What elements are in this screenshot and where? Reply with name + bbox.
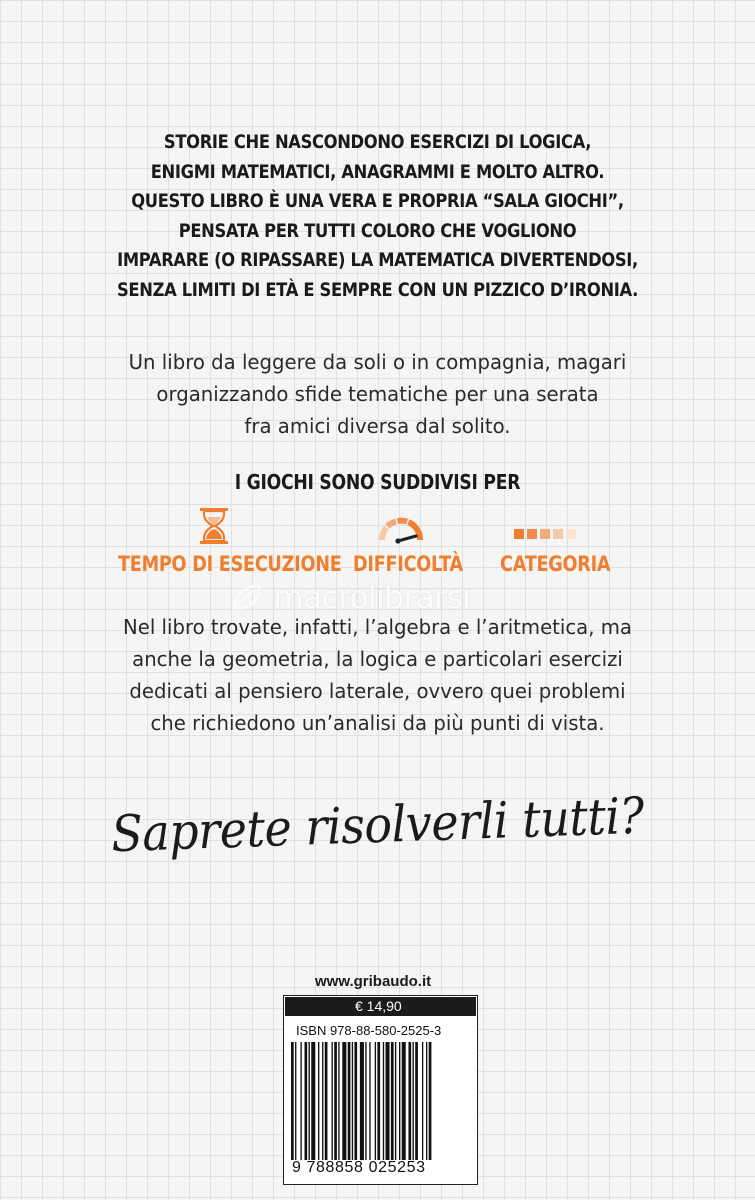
category-label-tempo: TEMPO DI ESECUZIONE (118, 552, 342, 576)
hourglass-icon (198, 508, 230, 544)
category-label-categoria: CATEGORIA (500, 552, 611, 576)
price-label: € 14,90 (285, 997, 476, 1016)
barcode-bar (369, 1042, 370, 1160)
barcode-bar (422, 1042, 423, 1160)
barcode-bar (395, 1042, 396, 1160)
barcode-bar (291, 1042, 294, 1160)
barcode-bar (360, 1042, 364, 1160)
isbn-label: ISBN 978-88-580-2525-3 (296, 1023, 442, 1038)
barcode-icon (291, 1042, 471, 1160)
intro-line-1: STORIE CHE NASCONDONO ESERCIZI DI LOGICA, (163, 131, 592, 153)
barcode-bar (365, 1042, 366, 1160)
barcode-bar (305, 1042, 308, 1160)
barcode-bar (325, 1042, 328, 1160)
barcode-bar (408, 1042, 411, 1160)
barcode-bar (426, 1042, 427, 1160)
barcode-bar (334, 1042, 337, 1160)
barcode-bar (429, 1042, 432, 1160)
paragraph-1-line-2: organizzando sfide tematiche per una serata (156, 382, 599, 406)
barcode-bar (342, 1042, 346, 1160)
barcode-bar (309, 1042, 310, 1160)
barcode-bar (332, 1042, 333, 1160)
gauge-icon (376, 512, 426, 544)
barcode-bar (322, 1042, 323, 1160)
squares-icon (514, 529, 576, 541)
barcode-digits: 9 788858 025253 (292, 1159, 426, 1176)
barcode-bar (413, 1042, 414, 1160)
handwritten-question: Saprete risolverli tutti? (110, 786, 645, 864)
barcode-bar (399, 1042, 400, 1160)
barcode-bar (300, 1042, 301, 1160)
paragraph-1-line-3: fra amici diversa dal solito. (244, 414, 511, 438)
intro-line-3: QUESTO LIBRO È UNA VERA E PROPRIA “SALA GIOCHI”, (131, 190, 624, 213)
watermark-text: macrolibrarsi (273, 580, 471, 616)
paragraph-2 (44, 611, 711, 739)
website-url: www.gribaudo.it (315, 973, 432, 990)
barcode-bar (354, 1042, 357, 1160)
barcode-bar (391, 1042, 394, 1160)
barcode-bar (386, 1042, 390, 1160)
barcode-bar (311, 1042, 315, 1160)
barcode-bar (383, 1042, 384, 1160)
giochi-heading: I GIOCHI SONO SUDDIVISI PER (234, 470, 521, 494)
barcode-bar (338, 1042, 339, 1160)
barcode-bar (402, 1042, 406, 1160)
barcode-bar (318, 1042, 319, 1160)
barcode-bar (415, 1042, 418, 1160)
intro-line-5: IMPARARE (O RIPASSARE) LA MATEMATICA DIVERTENDOSI, (117, 249, 638, 272)
barcode-bar (375, 1042, 376, 1160)
paragraph-2-line-4: che richiedono un’analisi da più punti di vista. (150, 711, 605, 735)
paragraph-1 (44, 346, 711, 442)
leaf-icon (232, 582, 264, 612)
barcode-bar (348, 1042, 351, 1160)
intro-text (87, 128, 668, 306)
paragraph-2-line-3: dedicati al pensiero laterale, ovvero quei problemi (129, 679, 626, 703)
barcode-box (283, 995, 478, 1185)
category-label-difficolta: DIFFICOLTÀ (353, 552, 463, 576)
intro-line-2: ENIGMI MATEMATICI, ANAGRAMMI E MOLTO ALTRO. (150, 160, 605, 183)
intro-line-4: PENSATA PER TUTTI COLORO CHE VOGLIONO (178, 219, 577, 242)
barcode-bar (295, 1042, 296, 1160)
barcode-bar (352, 1042, 353, 1160)
paragraph-1-line-1: Un libro da leggere da soli o in compagnia, magari (128, 350, 627, 374)
barcode-bar (377, 1042, 380, 1160)
intro-line-6: SENZA LIMITI DI ETÀ E SEMPRE CON UN PIZZICO D’IRONIA. (117, 278, 638, 301)
paragraph-2-line-1: Nel libro trovate, infatti, l’algebra e l’aritmetica, ma (122, 615, 632, 639)
paragraph-2-line-2: anche la geometria, la logica e particolari esercizi (132, 647, 623, 671)
